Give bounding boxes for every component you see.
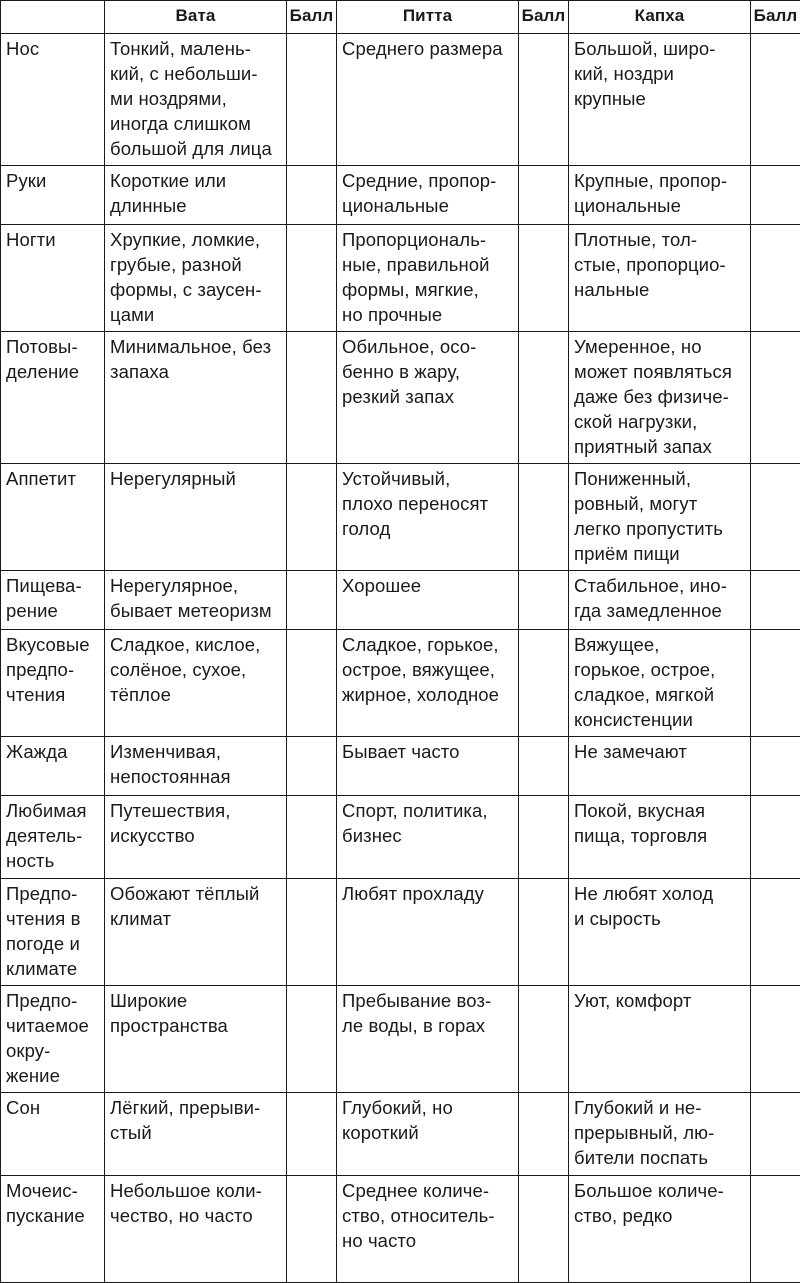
- kapha-score-cell: [751, 332, 800, 464]
- pitta-score-cell: [519, 737, 569, 796]
- vata-score-cell: [287, 737, 337, 796]
- vata-cell: Небольшое коли- чество, но часто: [105, 1176, 287, 1283]
- pitta-cell: Среднего размера: [337, 34, 519, 166]
- kapha-cell: Глубокий и не- прерывный, лю- бители поспать: [569, 1093, 751, 1176]
- table-row: [1, 464, 800, 571]
- pitta-cell: Сладкое, горькое, острое, вяжущее, жирное, холодное: [337, 630, 519, 737]
- kapha-cell: Крупные, пропор- циональные: [569, 166, 751, 225]
- table-row: [1, 796, 800, 879]
- pitta-cell: Пропорциональ- ные, правильной формы, мягкие, но прочные: [337, 225, 519, 332]
- pitta-cell: Обильное, осо- бенно в жару, резкий запах: [337, 332, 519, 464]
- parameter-cell: Пищева- рение: [1, 571, 105, 630]
- vata-cell: Изменчивая, непостоянная: [105, 737, 287, 796]
- kapha-score-cell: [751, 796, 800, 879]
- vata-score-cell: [287, 166, 337, 225]
- kapha-cell: Большой, широ- кий, ноздри крупные: [569, 34, 751, 166]
- kapha-score-cell: [751, 737, 800, 796]
- header-parameter: [1, 1, 105, 34]
- pitta-score-cell: [519, 166, 569, 225]
- vata-cell: Минимальное, без запаха: [105, 332, 287, 464]
- parameter-cell: Жажда: [1, 737, 105, 796]
- parameter-cell: Предпо- чтения в погоде и климате: [1, 879, 105, 986]
- header-kapha: Капха: [569, 1, 751, 34]
- kapha-cell: Плотные, тол- стые, пропорцио- нальные: [569, 225, 751, 332]
- vata-cell: Нерегулярное, бывает метеоризм: [105, 571, 287, 630]
- parameter-cell: Любимая деятель- ность: [1, 796, 105, 879]
- kapha-score-cell: [751, 225, 800, 332]
- table-row: [1, 332, 800, 464]
- table-row: [1, 630, 800, 737]
- kapha-score-cell: [751, 571, 800, 630]
- pitta-score-cell: [519, 1176, 569, 1283]
- pitta-cell: Устойчивый, плохо переносят голод: [337, 464, 519, 571]
- parameter-cell: Ногти: [1, 225, 105, 332]
- vata-score-cell: [287, 571, 337, 630]
- kapha-score-cell: [751, 34, 800, 166]
- vata-cell: Лёгкий, прерыви- стый: [105, 1093, 287, 1176]
- kapha-cell: Стабильное, ино- гда замедленное: [569, 571, 751, 630]
- header-row: [1, 1, 800, 34]
- kapha-cell: Большое количе- ство, редко: [569, 1176, 751, 1283]
- pitta-score-cell: [519, 464, 569, 571]
- table-row: [1, 571, 800, 630]
- kapha-cell: Пониженный, ровный, могут легко пропустить приём пищи: [569, 464, 751, 571]
- pitta-score-cell: [519, 879, 569, 986]
- pitta-score-cell: [519, 986, 569, 1093]
- kapha-cell: Покой, вкусная пища, торговля: [569, 796, 751, 879]
- vata-score-cell: [287, 986, 337, 1093]
- kapha-cell: Вяжущее, горькое, острое, сладкое, мягкой консистенции: [569, 630, 751, 737]
- parameter-cell: Нос: [1, 34, 105, 166]
- pitta-score-cell: [519, 225, 569, 332]
- parameter-cell: Потовы- деление: [1, 332, 105, 464]
- pitta-score-cell: [519, 796, 569, 879]
- table-row: [1, 225, 800, 332]
- vata-cell: Нерегулярный: [105, 464, 287, 571]
- table-row: [1, 34, 800, 166]
- kapha-score-cell: [751, 166, 800, 225]
- kapha-score-cell: [751, 630, 800, 737]
- header-kapha-score: Балл: [751, 1, 800, 34]
- kapha-cell: Умеренное, но может появляться даже без физиче- ской нагрузки, приятный запах: [569, 332, 751, 464]
- vata-score-cell: [287, 464, 337, 571]
- header-pitta-score: Балл: [519, 1, 569, 34]
- vata-cell: Тонкий, малень- кий, с небольши- ми ноздрями, иногда слишком большой для лица: [105, 34, 287, 166]
- kapha-score-cell: [751, 986, 800, 1093]
- vata-cell: Сладкое, кислое, солёное, сухое, тёплое: [105, 630, 287, 737]
- pitta-cell: Хорошее: [337, 571, 519, 630]
- kapha-cell: Не любят холод и сырость: [569, 879, 751, 986]
- kapha-score-cell: [751, 879, 800, 986]
- pitta-score-cell: [519, 1093, 569, 1176]
- vata-score-cell: [287, 225, 337, 332]
- header-pitta: Питта: [337, 1, 519, 34]
- pitta-cell: Глубокий, но короткий: [337, 1093, 519, 1176]
- parameter-cell: Предпо- читаемое окру- жение: [1, 986, 105, 1093]
- header-vata-score: Балл: [287, 1, 337, 34]
- header-vata: Вата: [105, 1, 287, 34]
- parameter-cell: Сон: [1, 1093, 105, 1176]
- vata-cell: Обожают тёплый климат: [105, 879, 287, 986]
- pitta-cell: Пребывание воз- ле воды, в горах: [337, 986, 519, 1093]
- table-row: [1, 1176, 800, 1283]
- pitta-cell: Бывает часто: [337, 737, 519, 796]
- vata-score-cell: [287, 1093, 337, 1176]
- pitta-score-cell: [519, 34, 569, 166]
- table-row: [1, 166, 800, 225]
- pitta-cell: Любят прохладу: [337, 879, 519, 986]
- table-row: [1, 737, 800, 796]
- vata-cell: Хрупкие, ломкие, грубые, разной формы, с заусен- цами: [105, 225, 287, 332]
- kapha-score-cell: [751, 464, 800, 571]
- vata-score-cell: [287, 1176, 337, 1283]
- parameter-cell: Руки: [1, 166, 105, 225]
- vata-score-cell: [287, 332, 337, 464]
- pitta-cell: Спорт, политика, бизнес: [337, 796, 519, 879]
- parameter-cell: Аппетит: [1, 464, 105, 571]
- kapha-score-cell: [751, 1093, 800, 1176]
- pitta-score-cell: [519, 332, 569, 464]
- vata-score-cell: [287, 630, 337, 737]
- table-row: [1, 879, 800, 986]
- pitta-score-cell: [519, 630, 569, 737]
- pitta-score-cell: [519, 571, 569, 630]
- kapha-cell: Не замечают: [569, 737, 751, 796]
- vata-score-cell: [287, 34, 337, 166]
- vata-cell: Широкие пространства: [105, 986, 287, 1093]
- vata-cell: Короткие или длинные: [105, 166, 287, 225]
- pitta-cell: Среднее количе- ство, относитель- но часто: [337, 1176, 519, 1283]
- vata-cell: Путешествия, искусство: [105, 796, 287, 879]
- vata-score-cell: [287, 796, 337, 879]
- parameter-cell: Вкусовые предпо- чтения: [1, 630, 105, 737]
- table-row: [1, 986, 800, 1093]
- kapha-cell: Уют, комфорт: [569, 986, 751, 1093]
- pitta-cell: Средние, пропор- циональные: [337, 166, 519, 225]
- kapha-score-cell: [751, 1176, 800, 1283]
- vata-score-cell: [287, 879, 337, 986]
- parameter-cell: Мочеис- пускание: [1, 1176, 105, 1283]
- table-row: [1, 1093, 800, 1176]
